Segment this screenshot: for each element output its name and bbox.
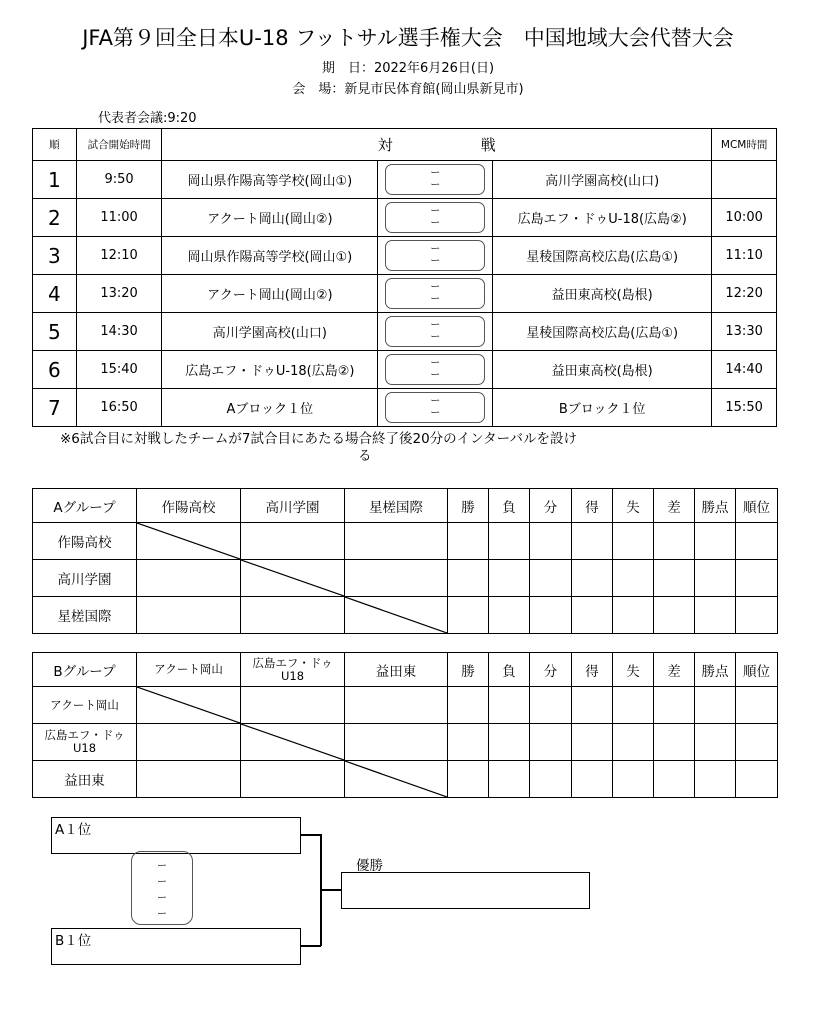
home-team: アクート岡山(岡山②) bbox=[162, 199, 378, 237]
stat-cell bbox=[448, 724, 489, 761]
home-team: 広島エフ・ドゥU-18(広島②) bbox=[162, 351, 378, 389]
group-a-table bbox=[32, 488, 778, 634]
schedule-row bbox=[33, 313, 777, 351]
away-team: 益田東高校(島根) bbox=[493, 351, 712, 389]
stat-cell bbox=[530, 523, 572, 560]
match-start-time: 16:50 bbox=[76, 389, 162, 427]
match-number: 3 bbox=[33, 237, 77, 275]
stat-cell bbox=[613, 597, 654, 634]
stat-cell bbox=[448, 761, 489, 798]
stat-cell bbox=[489, 560, 530, 597]
score-mark: ー bbox=[430, 395, 441, 407]
score-cell bbox=[378, 389, 493, 427]
result-cell bbox=[345, 687, 448, 724]
event-date: 期 日：2022年6月26日(日) bbox=[321, 61, 495, 76]
schedule-row bbox=[33, 161, 777, 199]
score-mark: ー bbox=[430, 331, 441, 343]
bracket-champion-label: 優勝 bbox=[356, 858, 383, 874]
group-a-row-team: 高川学園 bbox=[33, 560, 137, 597]
stat-header-wins: 勝 bbox=[448, 489, 489, 523]
bracket-a-label: A１位 bbox=[55, 822, 92, 838]
stat-header-wins: 勝 bbox=[448, 653, 489, 687]
home-team: 岡山県作陽高等学校(岡山①) bbox=[162, 237, 378, 275]
group-b-row bbox=[33, 761, 778, 798]
stat-cell bbox=[530, 560, 572, 597]
score-mark: ー bbox=[157, 892, 167, 904]
bracket-b-label: B１位 bbox=[55, 933, 92, 949]
away-team: 高川学園高校(山口) bbox=[493, 161, 712, 199]
group-b-row-team: 益田東 bbox=[33, 761, 137, 798]
self-match-cell bbox=[137, 687, 241, 724]
stat-cell bbox=[530, 597, 572, 634]
score-box bbox=[385, 392, 485, 423]
match-start-time: 9:50 bbox=[76, 161, 162, 199]
stat-header-draws: 分 bbox=[530, 489, 572, 523]
stat-cell bbox=[654, 597, 695, 634]
match-start-time: 13:20 bbox=[76, 275, 162, 313]
meeting-time: 代表者会議:9:20 bbox=[98, 111, 197, 126]
mcm-time: 13:30 bbox=[712, 313, 777, 351]
group-a-row bbox=[33, 597, 778, 634]
stat-cell bbox=[489, 687, 530, 724]
stat-cell bbox=[448, 560, 489, 597]
group-a-col-team: 高川学園 bbox=[241, 489, 345, 523]
stat-cell bbox=[736, 761, 778, 798]
match-number: 1 bbox=[33, 161, 77, 199]
match-start-time: 12:10 bbox=[76, 237, 162, 275]
score-mark: ー bbox=[430, 179, 441, 191]
stat-cell bbox=[572, 597, 613, 634]
stat-cell bbox=[530, 761, 572, 798]
stat-cell bbox=[530, 724, 572, 761]
schedule-row bbox=[33, 351, 777, 389]
stat-cell bbox=[654, 761, 695, 798]
group-a-row-team: 星槎国際 bbox=[33, 597, 137, 634]
group-a-row bbox=[33, 523, 778, 560]
home-team: 岡山県作陽高等学校(岡山①) bbox=[162, 161, 378, 199]
away-team: 広島エフ・ドゥU-18(広島②) bbox=[493, 199, 712, 237]
result-cell bbox=[137, 761, 241, 798]
score-mark: ー bbox=[430, 319, 441, 331]
stat-cell bbox=[489, 724, 530, 761]
event-venue: 会 場：新見市民体育館(岡山県新見市) bbox=[292, 82, 524, 97]
stat-cell bbox=[489, 761, 530, 798]
result-cell bbox=[241, 597, 345, 634]
score-cell bbox=[378, 313, 493, 351]
away-team: 益田東高校(島根) bbox=[493, 275, 712, 313]
stat-cell bbox=[448, 597, 489, 634]
match-start-time: 15:40 bbox=[76, 351, 162, 389]
bracket-line bbox=[320, 889, 342, 891]
stat-header-points: 勝点 bbox=[695, 653, 736, 687]
stat-cell bbox=[572, 724, 613, 761]
score-mark: ー bbox=[157, 876, 167, 888]
mcm-time: 10:00 bbox=[712, 199, 777, 237]
stat-header-goals-against: 失 bbox=[613, 653, 654, 687]
stat-cell bbox=[695, 597, 736, 634]
bracket-score-box bbox=[131, 851, 193, 925]
self-match-cell bbox=[345, 597, 448, 634]
score-mark: ー bbox=[430, 255, 441, 267]
home-team: Aブロック１位 bbox=[162, 389, 378, 427]
mcm-time: 11:10 bbox=[712, 237, 777, 275]
group-b-table bbox=[32, 652, 778, 798]
match-number: 5 bbox=[33, 313, 77, 351]
group-b-row-team: アクート岡山 bbox=[33, 687, 137, 724]
self-match-cell bbox=[345, 761, 448, 798]
score-box bbox=[385, 316, 485, 347]
result-cell bbox=[137, 560, 241, 597]
stat-cell bbox=[654, 687, 695, 724]
home-team: アクート岡山(岡山②) bbox=[162, 275, 378, 313]
stat-cell bbox=[695, 724, 736, 761]
stat-cell bbox=[572, 560, 613, 597]
stat-cell bbox=[736, 724, 778, 761]
score-cell bbox=[378, 199, 493, 237]
stat-cell bbox=[736, 560, 778, 597]
group-b-row-team: 広島エフ・ドゥ U18 bbox=[33, 724, 137, 761]
stat-cell bbox=[448, 687, 489, 724]
score-box bbox=[385, 278, 485, 309]
note-line-1: ※6試合目に対戦したチームが7試合目にあたる場合終了後20分のインターバルを設け bbox=[60, 431, 577, 447]
bracket-line bbox=[301, 834, 321, 836]
score-cell bbox=[378, 161, 493, 199]
stat-cell bbox=[613, 523, 654, 560]
mcm-time: 12:20 bbox=[712, 275, 777, 313]
group-b-label: Bグループ bbox=[33, 653, 137, 687]
stat-cell bbox=[572, 687, 613, 724]
stat-cell bbox=[530, 687, 572, 724]
score-cell bbox=[378, 275, 493, 313]
stat-header-goals-for: 得 bbox=[572, 489, 613, 523]
result-cell bbox=[137, 724, 241, 761]
header-match: 対戦 bbox=[162, 129, 712, 161]
stat-cell bbox=[448, 523, 489, 560]
group-b-row bbox=[33, 687, 778, 724]
self-match-cell bbox=[241, 724, 345, 761]
stat-header-goal-diff: 差 bbox=[654, 489, 695, 523]
group-b-col-team: 益田東 bbox=[345, 653, 448, 687]
header-order: 順 bbox=[33, 129, 77, 161]
group-b-col-team: アクート岡山 bbox=[137, 653, 241, 687]
match-number: 6 bbox=[33, 351, 77, 389]
group-b-col-team: 広島エフ・ドゥ U18 bbox=[241, 653, 345, 687]
stat-cell bbox=[695, 560, 736, 597]
score-mark: ー bbox=[430, 293, 441, 305]
away-team: 星稜国際高校広島(広島①) bbox=[493, 313, 712, 351]
group-a-col-team: 作陽高校 bbox=[137, 489, 241, 523]
score-box bbox=[385, 354, 485, 385]
result-cell bbox=[241, 523, 345, 560]
score-mark: ー bbox=[430, 407, 441, 419]
score-cell bbox=[378, 351, 493, 389]
schedule-row bbox=[33, 389, 777, 427]
result-cell bbox=[137, 597, 241, 634]
group-b-header-row bbox=[33, 653, 778, 687]
self-match-cell bbox=[137, 523, 241, 560]
stat-cell bbox=[613, 724, 654, 761]
score-mark: ー bbox=[157, 860, 167, 872]
group-a-row bbox=[33, 560, 778, 597]
group-a-col-team: 星槎国際 bbox=[345, 489, 448, 523]
stat-header-draws: 分 bbox=[530, 653, 572, 687]
score-mark: ー bbox=[430, 217, 441, 229]
header-mcm-time: MCM時間 bbox=[712, 129, 777, 161]
group-a-header-row bbox=[33, 489, 778, 523]
score-box bbox=[385, 164, 485, 195]
score-cell bbox=[378, 237, 493, 275]
note-line-2: る bbox=[358, 448, 372, 464]
stat-header-goals-for: 得 bbox=[572, 653, 613, 687]
bracket-champion-slot bbox=[341, 872, 590, 909]
stat-cell bbox=[613, 761, 654, 798]
result-cell bbox=[345, 560, 448, 597]
stat-cell bbox=[654, 560, 695, 597]
match-schedule-table bbox=[32, 128, 777, 427]
mcm-time bbox=[712, 161, 777, 199]
score-box bbox=[385, 202, 485, 233]
group-a-row-team: 作陽高校 bbox=[33, 523, 137, 560]
stat-cell bbox=[736, 687, 778, 724]
stat-cell bbox=[613, 687, 654, 724]
result-cell bbox=[241, 687, 345, 724]
stat-cell bbox=[654, 724, 695, 761]
score-mark: ー bbox=[430, 243, 441, 255]
stat-header-rank: 順位 bbox=[736, 653, 778, 687]
match-number: 7 bbox=[33, 389, 77, 427]
stat-header-losses: 負 bbox=[489, 489, 530, 523]
score-mark: ー bbox=[430, 369, 441, 381]
stat-cell bbox=[736, 523, 778, 560]
result-cell bbox=[345, 724, 448, 761]
group-a-label: Aグループ bbox=[33, 489, 137, 523]
stat-header-goals-against: 失 bbox=[613, 489, 654, 523]
match-number: 4 bbox=[33, 275, 77, 313]
schedule-header-row bbox=[33, 129, 777, 161]
bracket-line bbox=[301, 945, 321, 947]
stat-header-goal-diff: 差 bbox=[654, 653, 695, 687]
away-team: Bブロック１位 bbox=[493, 389, 712, 427]
schedule-row bbox=[33, 237, 777, 275]
stat-cell bbox=[613, 560, 654, 597]
score-box bbox=[385, 240, 485, 271]
score-mark: ー bbox=[430, 281, 441, 293]
mcm-time: 14:40 bbox=[712, 351, 777, 389]
stat-header-rank: 順位 bbox=[736, 489, 778, 523]
match-start-time: 11:00 bbox=[76, 199, 162, 237]
stat-header-losses: 負 bbox=[489, 653, 530, 687]
stat-cell bbox=[572, 523, 613, 560]
stat-cell bbox=[736, 597, 778, 634]
score-mark: ー bbox=[430, 357, 441, 369]
result-cell bbox=[241, 761, 345, 798]
schedule-row bbox=[33, 199, 777, 237]
mcm-time: 15:50 bbox=[712, 389, 777, 427]
stat-cell bbox=[654, 523, 695, 560]
away-team: 星稜国際高校広島(広島①) bbox=[493, 237, 712, 275]
score-mark: ー bbox=[430, 167, 441, 179]
score-mark: ー bbox=[430, 205, 441, 217]
match-number: 2 bbox=[33, 199, 77, 237]
header-start-time: 試合開始時間 bbox=[76, 129, 162, 161]
stat-header-points: 勝点 bbox=[695, 489, 736, 523]
event-info bbox=[0, 58, 816, 100]
stat-cell bbox=[572, 761, 613, 798]
stat-cell bbox=[695, 523, 736, 560]
stat-cell bbox=[489, 597, 530, 634]
home-team: 高川学園高校(山口) bbox=[162, 313, 378, 351]
group-b-row bbox=[33, 724, 778, 761]
page-title: JFA第９回全日本U-18 フットサル選手権大会 中国地域大会代替大会 bbox=[82, 26, 734, 50]
schedule-row bbox=[33, 275, 777, 313]
stat-cell bbox=[695, 761, 736, 798]
self-match-cell bbox=[241, 560, 345, 597]
stat-cell bbox=[489, 523, 530, 560]
result-cell bbox=[345, 523, 448, 560]
score-mark: ー bbox=[157, 908, 167, 920]
match-start-time: 14:30 bbox=[76, 313, 162, 351]
interval-note bbox=[60, 431, 700, 465]
stat-cell bbox=[695, 687, 736, 724]
